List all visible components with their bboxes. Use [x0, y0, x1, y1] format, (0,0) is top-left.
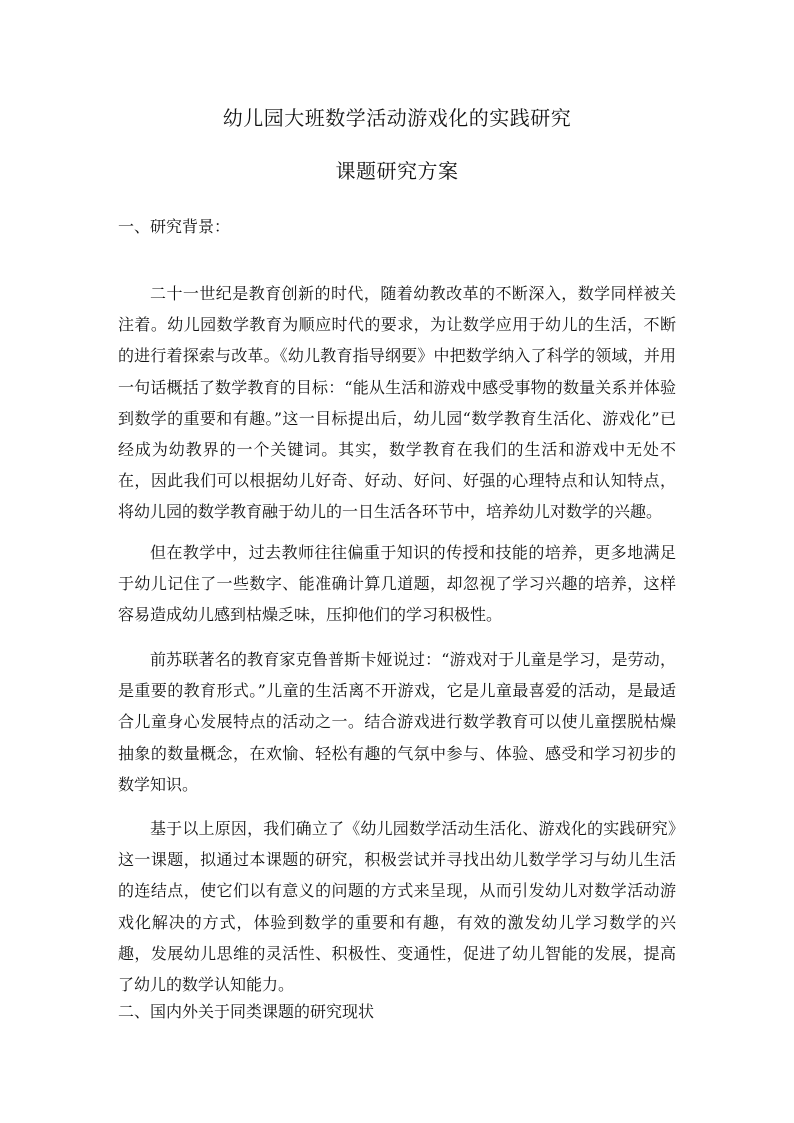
- paragraph-4: 基于以上原因，我们确立了《幼儿园数学活动生活化、游戏化的实践研究》这一课题，拟通过本课题的研究，积极尝试并寻找出幼儿数学学习与幼儿生活的连结点，使它们以有意义的问题的方式来呈现，从而引发幼儿对数学活动游戏化解决的方式，体验到数学的重要和有趣，有效的激发幼儿学习数学的兴趣，发展幼儿思维的灵活性、积极性、变通性，促进了幼儿智能的发展，提高了幼儿的数学认知能力。: [118, 819, 676, 995]
- paragraph-2: 但在教学中，过去教师往往偏重于知识的传授和技能的培养，更多地满足于幼儿记住了一些数字、能准确计算几道题，却忽视了学习兴趣的培养，这样容易造成幼儿感到枯燥乏味，压抑他们的学习积极性。: [118, 543, 676, 625]
- section-heading-background: 一、研究背景：: [118, 217, 231, 236]
- paragraph-3: 前苏联著名的教育家克鲁普斯卡娅说过：“游戏对于儿童是学习，是劳动，是重要的教育形式。”儿童的生活离不开游戏，它是儿童最喜爱的活动，是最适合儿童身心发展特点的活动之一。结合游戏进行数学教育可以使儿童摆脱枯燥抽象的数量概念，在欢愉、轻松有趣的气氛中参与、体验、感受和学习初步的数学知识。: [118, 650, 676, 794]
- document-title: 幼儿园大班数学活动游戏化的实践研究: [222, 106, 572, 130]
- paragraph-1: 二十一世纪是教育创新的时代，随着幼教改革的不断深入，数学同样被关注着。幼儿园数学教育为顺应时代的要求，为让数学应用于幼儿的生活，不断的进行着探索与改革。《幼儿教育指导纲要》中把数学纳入了科学的领域，并用一句话概括了数学教育的目标：“能从生活和游戏中感受事物的数量关系并体验到数学的重要和有趣。”这一目标提出后，幼儿园“数学教育生活化、游戏化”已经成为幼教界的一个关键词。其实，数学教育在我们的生活和游戏中无处不在，因此我们可以根据幼儿好奇、好动、好问、好强的心理特点和认知特点，将幼儿园的数学教育融于幼儿的一日生活各环节中，培养幼儿对数学的兴趣。: [118, 284, 676, 522]
- section-heading-research-status: 二、国内外关于同类课题的研究现状: [118, 1002, 375, 1021]
- document-subtitle: 课题研究方案: [335, 159, 459, 183]
